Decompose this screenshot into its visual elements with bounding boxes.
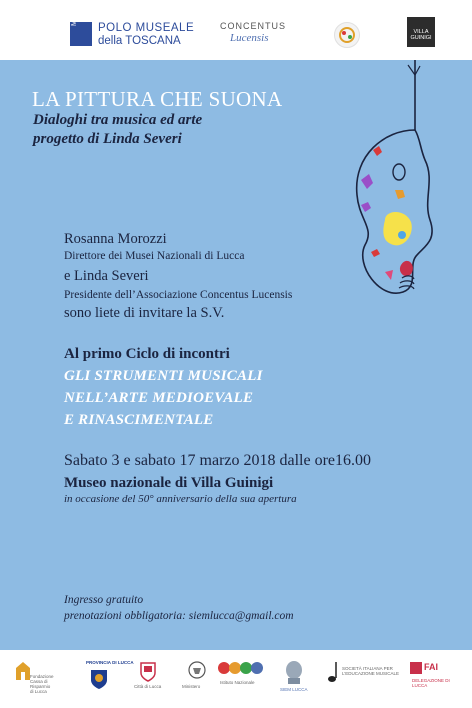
event-title: LA PITTURA CHE SUONA bbox=[32, 87, 283, 111]
sponsor-ministero-logo: Ministero bbox=[180, 660, 214, 694]
event-occasion: in occasione del 50° anniversario della sua apertura bbox=[64, 493, 297, 505]
sponsor-institute-logo: Istituto Nazionale bbox=[218, 660, 268, 694]
sponsor-societa-logo: SOCIETÀ ITALIANA PER L’EDUCAZIONE MUSICALE bbox=[326, 660, 400, 694]
host1-role: Direttore dei Musei Nazionali di Lucca bbox=[64, 250, 245, 262]
concentus-logo-text: CONCENTUS bbox=[220, 21, 287, 31]
project-credit: progetto di Linda Severi bbox=[33, 131, 182, 147]
host2-name: e Linda Severi bbox=[64, 268, 149, 284]
association-circle-logo bbox=[334, 22, 360, 48]
invitation-text: sono liete di invitare la S.V. bbox=[64, 305, 225, 321]
cycle-title-line2: NELL’ARTE MEDIOEVALE bbox=[64, 390, 254, 406]
violin-palette-icon bbox=[345, 60, 445, 310]
host2-role: Presidente dell’Associazione Concentus Lucensis bbox=[64, 289, 293, 301]
event-dates: Sabato 3 e sabato 17 marzo 2018 dalle ore16.00 bbox=[64, 452, 372, 469]
fai-mark-icon bbox=[410, 662, 422, 674]
sponsor-siem-logo: SIEM LUCCA bbox=[278, 660, 312, 694]
event-venue: Museo nazionale di Villa Guinigi bbox=[64, 475, 274, 491]
polo-museale-logo-subtext: della TOSCANA bbox=[98, 35, 181, 47]
polo-museale-mark: MiBACT bbox=[70, 22, 92, 46]
cycle-title-line3: E RINASCIMENTALE bbox=[64, 412, 214, 428]
sponsor-citta-logo: Città di Lucca bbox=[130, 660, 166, 694]
booking-note: prenotazioni obbligatoria: siemlucca@gmail.com bbox=[64, 610, 294, 622]
villa-guinigi-logo: VILLA GUINIGI bbox=[407, 17, 435, 47]
sponsor-provincia-logo: PROVINCIA DI LUCCA bbox=[86, 660, 112, 694]
sponsor-fondazione-logo: Fondazione Cassa di Risparmio di Lucca bbox=[14, 660, 54, 694]
host1-name: Rosanna Morozzi bbox=[64, 231, 167, 247]
sponsor-fai-logo: FAI DELEGAZIONE DI LUCCA bbox=[412, 662, 450, 688]
cycle-intro: Al primo Ciclo di incontri bbox=[64, 346, 230, 362]
cycle-title-line1: GLI STRUMENTI MUSICALI bbox=[64, 368, 263, 384]
polo-museale-logo-text: POLO MUSEALE bbox=[98, 22, 195, 34]
event-subtitle: Dialoghi tra musica ed arte bbox=[33, 112, 203, 128]
concentus-logo-script: Lucensis bbox=[230, 32, 269, 44]
entry-note: Ingresso gratuito bbox=[64, 594, 144, 606]
